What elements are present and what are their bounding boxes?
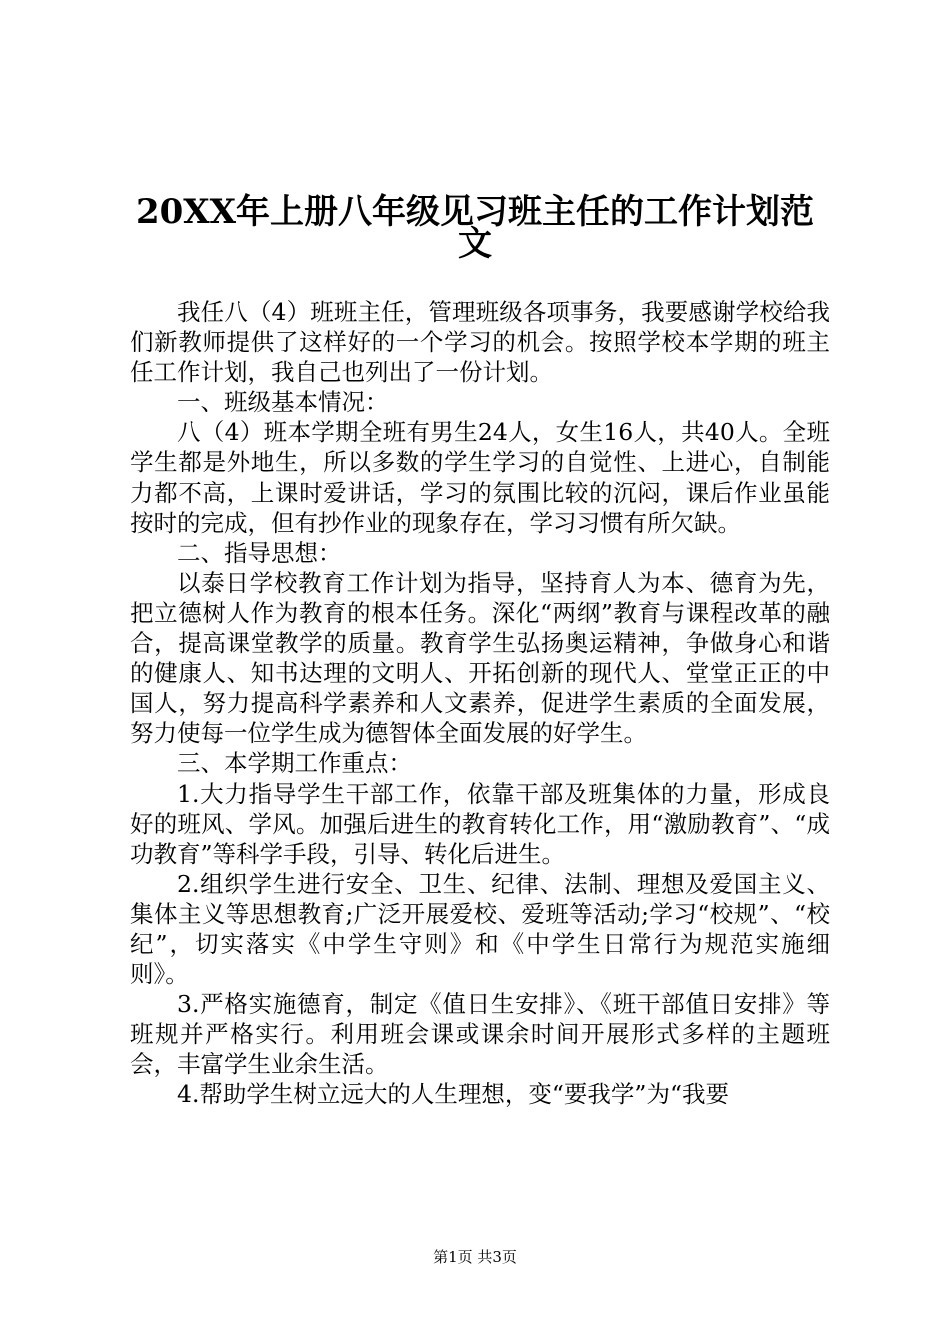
- intro-paragraph: 我任八（4）班班主任，管理班级各项事务，我要感谢学校给我们新教师提供了这样好的一个学习的机会。按照学校本学期的班主任工作计划，我自己也列出了一份计划。: [130, 298, 830, 387]
- work-focus-item-3: 3.严格实施德育，制定《值日生安排》、《班干部值日安排》等班规并严格实行。利用班会课或课余时间开展形式多样的主题班会，丰富学生业余生活。: [130, 990, 830, 1079]
- section-heading-guiding-idea: 二、指导思想：: [177, 538, 342, 567]
- guiding-idea-paragraph: 以泰日学校教育工作计划为指导，坚持育人为本、德育为先，把立德树人作为教育的根本任务。深化“两纲”教育与课程改革的融合，提高课堂教学的质量。教育学生弘扬奥运精神，争做身心和谐的健康人、知书达理的文明人、开拓创新的现代人、堂堂正正的中国人，努力提高科学素养和人文素养，促进学生素质的全面发展，努力使每一位学生成为德智体全面发展的好学生。: [130, 568, 830, 748]
- document-title-line2: 文: [458, 224, 492, 264]
- section-heading-work-focus: 三、本学期工作重点：: [177, 749, 412, 778]
- document-title-line1: 20XX年上册八年级见习班主任的工作计划范: [135, 192, 815, 232]
- page-footer: 第1页 共3页: [433, 1248, 517, 1266]
- work-focus-item-2: 2.组织学生进行安全、卫生、纪律、法制、理想及爱国主义、集体主义等思想教育;广泛开展爱校、爱班等活动;学习“校规”、“校纪”，切实落实《中学生守则》和《中学生日常行为规范实施细则》。: [130, 869, 830, 989]
- section-heading-class-info: 一、班级基本情况：: [177, 388, 389, 417]
- class-info-paragraph: 八（4）班本学期全班有男生24人，女生16人，共40人。全班学生都是外地生，所以多数的学生学习的自觉性、上进心，自制能力都不高，上课时爱讲话，学习的氛围比较的沉闷，课后作业虽能按时的完成，但有抄作业的现象存在，学习习惯有所欠缺。: [130, 418, 830, 537]
- work-focus-item-1: 1.大力指导学生干部工作，依靠干部及班集体的力量，形成良好的班风、学风。加强后进生的教育转化工作，用“激励教育”、“成功教育”等科学手段，引导、转化后进生。: [130, 779, 830, 868]
- document-body: [130, 297, 830, 1110]
- work-focus-item-4: 4.帮助学生树立远大的人生理想，变“要我学”为“我要: [177, 1080, 729, 1109]
